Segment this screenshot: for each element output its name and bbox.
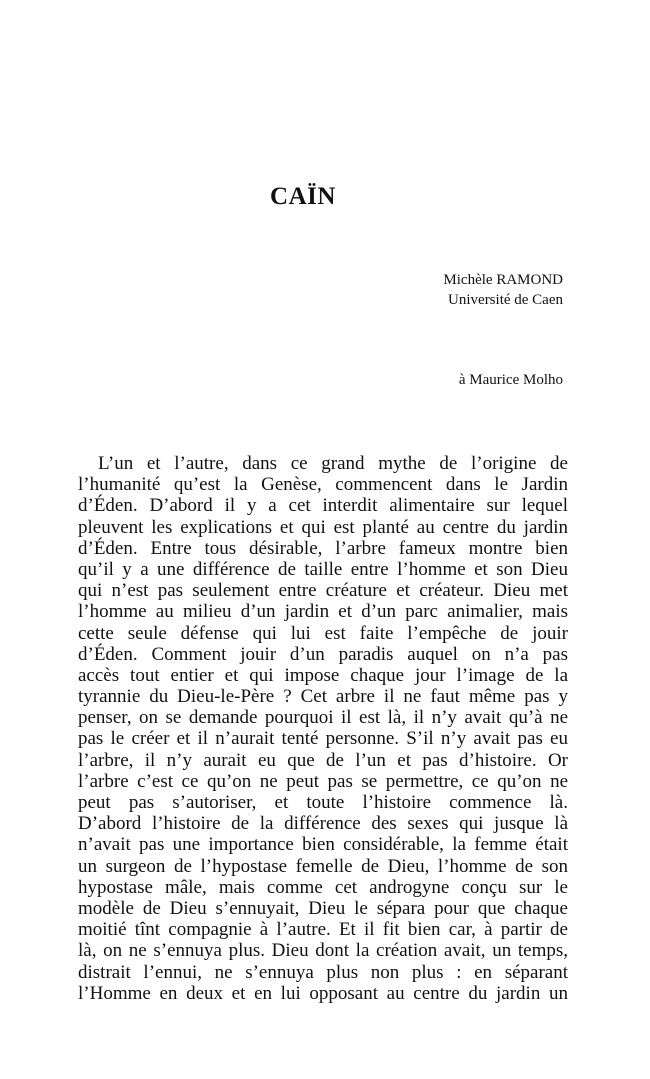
text-line: l’arbre, il n’y aurait eu que de l’un et pas d’histoire. Or	[78, 749, 568, 771]
text-line: peut pas s’autoriser, et toute l’histoire commence là.	[78, 792, 568, 813]
text-line: d’Éden. D’abord il y a cet interdit alimentaire sur lequel	[78, 495, 568, 517]
text-line: l’humanité qu’est la Genèse, commencent dans le Jardin	[78, 474, 568, 496]
text-line: modèle de Dieu s’ennuyait, Dieu le sépara pour que chaque	[78, 897, 568, 919]
text-line: accès tout entier et qui impose chaque jour l’image de la	[78, 664, 568, 686]
text-line: pas le créer et il n’aurait tenté personne. S’il n’y avait pas eu	[78, 728, 568, 750]
text-line: distrait l’ennui, ne s’ennuya plus non plus : en séparant	[78, 961, 568, 983]
text-line: d’Éden. Comment jouir d’un paradis auquel on n’a pas	[78, 643, 568, 665]
text-line: pleuvent les explications et qui est planté au centre du jardin	[78, 516, 568, 538]
text-line: L’un et l’autre, dans ce grand mythe de l’origine de	[98, 453, 568, 474]
text-line: moitié tînt compagnie à l’autre. Et il fit bien car, à partir de	[78, 919, 568, 941]
page-title: CAÏN	[270, 183, 336, 210]
dedication: à Maurice Molho	[458, 372, 563, 388]
text-line: l’arbre c’est ce qu’on ne peut pas se permettre, ce qu’on ne	[78, 770, 568, 792]
text-line: hypostase mâle, mais comme cet androgyne conçu sur le	[78, 876, 568, 898]
text-line: D’abord l’histoire de la différence des sexes qui jusque là	[78, 813, 568, 835]
text-line: qui n’est pas seulement entre créature et créateur. Dieu met	[78, 580, 568, 602]
text-line: tyrannie du Dieu-le-Père ? Cet arbre il ne faut même pas y	[78, 686, 568, 708]
author-block	[360, 270, 563, 310]
text-line: là, on ne s’ennuya plus. Dieu dont la création avait, un temps,	[78, 940, 568, 962]
text-line: cette seule défense qui lui est faite l’empêche de jouir	[78, 622, 568, 644]
text-line: l’Homme en deux et en lui opposant au centre du jardin un	[78, 982, 568, 1004]
author-affiliation: Université de Caen	[448, 292, 563, 308]
text-line: d’Éden. Entre tous désirable, l’arbre fameux montre bien	[78, 537, 568, 559]
text-line: un surgeon de l’hypostase femelle de Dieu, l’homme de son	[78, 855, 568, 877]
text-line: penser, on se demande pourquoi il est là, il n’y avait qu’à ne	[78, 707, 568, 729]
body-paragraph	[78, 453, 568, 1004]
author-name: Michèle RAMOND	[443, 272, 563, 288]
text-line: n’avait pas une importance bien considérable, la femme était	[78, 834, 568, 856]
text-line: qu’il y a une différence de taille entre l’homme et son Dieu	[78, 558, 568, 580]
text-line: l’homme au milieu d’un jardin et d’un parc animalier, mais	[78, 601, 568, 623]
